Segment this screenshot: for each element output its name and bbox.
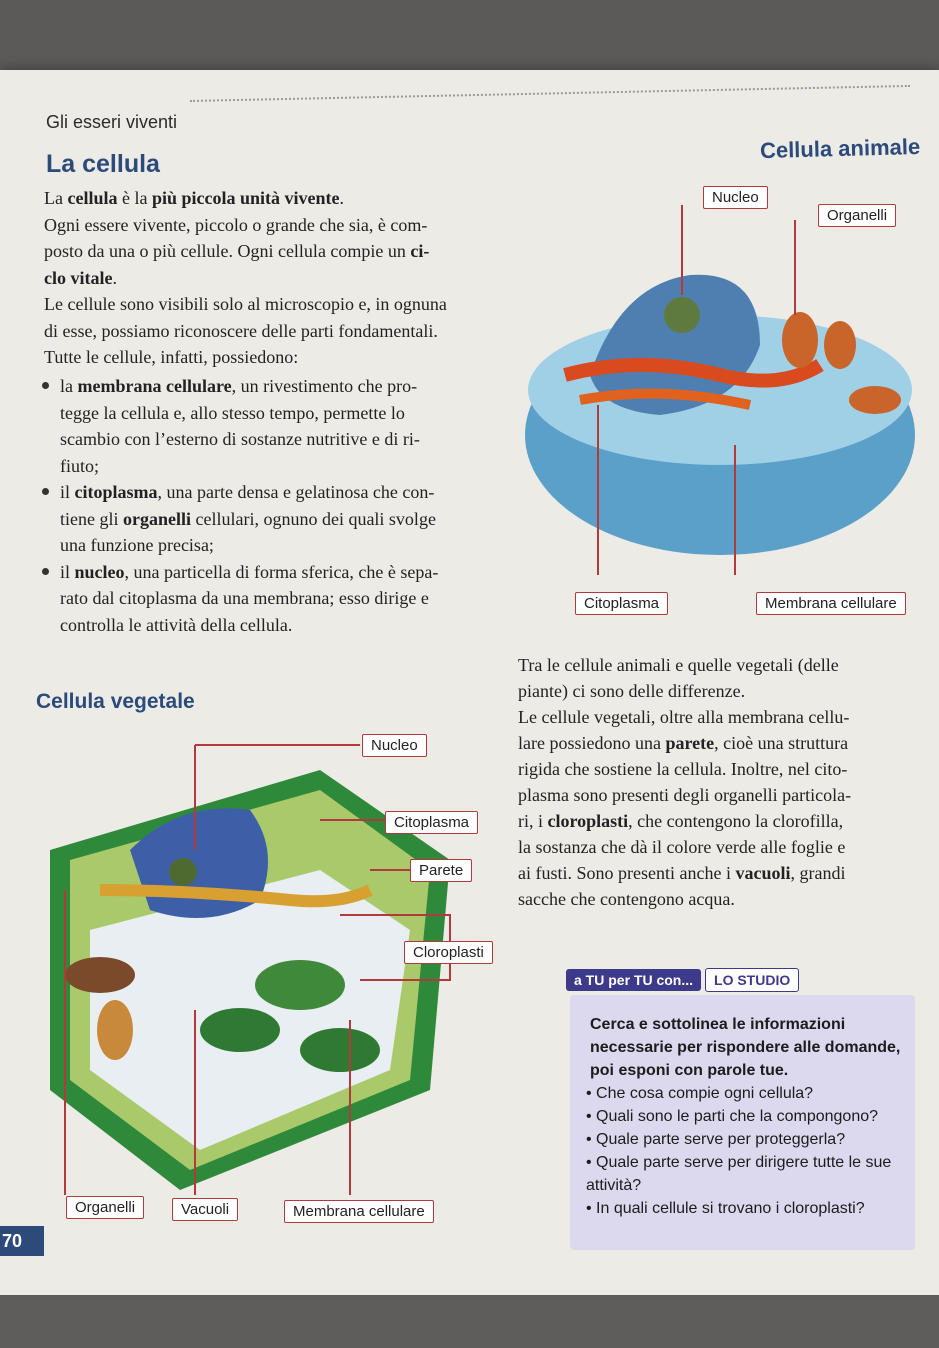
page-number: 70 <box>0 1226 44 1256</box>
bullet-citoplasma: il citoplasma, una parte densa e gelatinosa che con- tiene gli organelli cellulari, ognuno dei quali svolge una funzione precisa; <box>48 479 508 559</box>
differences-text <box>518 652 933 912</box>
study-question-5: • In quali cellule si trovano i cloroplasti? <box>586 1200 865 1217</box>
diff-line-3: Le cellule vegetali, oltre alla membrana cellu- <box>518 707 850 727</box>
intro-line-1: La cellula è la più piccola unità vivente. <box>44 188 344 208</box>
plant-cell-title: Cellula vegetale <box>36 690 195 713</box>
animal-mitochondrion-2 <box>824 321 856 369</box>
study-lead: Cerca e sottolinea le informazioni necessarie per rispondere alle domande, poi esponi con parole tue. <box>590 1016 901 1079</box>
intro-line-4: clo vitale. <box>44 267 117 288</box>
animal-nucleolus <box>664 297 700 333</box>
plant-leaders <box>30 730 490 1250</box>
bullet-membrana: la membrana cellulare, un rivestimento che pro- tegge la cellula e, allo stesso tempo, permette lo scambio con l’esterno di sostanze nutritive e di ri- fiuto; <box>48 373 508 479</box>
diff-line-10: sacche che contengono acqua. <box>518 889 735 909</box>
study-question-3: • Quale parte serve per proteggerla? <box>586 1131 846 1148</box>
intro-line-2: Ogni essere vivente, piccolo o grande che sia, è com- <box>44 214 428 235</box>
plant-label-vacuoli: Vacuoli <box>172 1198 238 1221</box>
diff-line-1: Tra le cellule animali e quelle vegetali (delle <box>518 655 839 675</box>
plant-label-cloroplasti: Cloroplasti <box>404 941 493 964</box>
diff-line-9: ai fusti. Sono presenti anche i vacuoli, grandi <box>518 863 846 883</box>
bullet-nucleo: il nucleo, una particella di forma sferica, che è sepa- rato dal citoplasma da una membrana; esso dirige e controlla le attività della cellula. <box>48 559 508 639</box>
intro-line-3: posto da una o più cellule. Ogni cellula compie un ci- <box>44 241 430 261</box>
page-shadow <box>0 1295 939 1348</box>
plant-label-membrana: Membrana cellulare <box>284 1200 434 1223</box>
diff-line-8: la sostanza che dà il colore verde alle foglie e <box>518 837 846 857</box>
animal-cell-title: Cellula animale <box>759 133 921 164</box>
study-tag <box>566 972 799 988</box>
intro-text <box>44 185 504 371</box>
bullet-list <box>48 373 508 638</box>
diff-line-6: plasma sono presenti degli organelli particola- <box>518 785 852 805</box>
study-tag-studio: LO STUDIO <box>705 968 799 992</box>
study-tag-label: a TU per TU con... <box>566 969 701 991</box>
chapter-header: Gli esseri viventi <box>46 112 178 132</box>
diff-line-7: ri, i cloroplasti, che contengono la clorofilla, <box>518 811 844 831</box>
animal-label-nucleo: Nucleo <box>703 186 768 209</box>
page-title: La cellula <box>46 150 160 178</box>
plant-label-organelli: Organelli <box>66 1196 144 1219</box>
plant-label-citoplasma: Citoplasma <box>385 811 478 834</box>
intro-line-6: di esse, possiamo riconoscere delle parti fondamentali. <box>44 320 438 341</box>
plant-label-nucleo: Nucleo <box>362 734 427 757</box>
animal-mitochondrion-3 <box>849 386 901 414</box>
animal-label-organelli: Organelli <box>818 204 896 227</box>
study-question-4: • Quale parte serve per dirigere tutte le sue attività? <box>586 1154 892 1194</box>
study-instructions <box>586 1013 910 1220</box>
study-question-2: • Quali sono le parti che la compongono? <box>586 1108 879 1125</box>
diff-line-4: lare possiedono una parete, cioè una struttura <box>518 733 849 753</box>
animal-label-citoplasma: Citoplasma <box>575 592 668 615</box>
diff-line-5: rigida che sostiene la cellula. Inoltre, nel cito- <box>518 759 848 779</box>
intro-line-5: Le cellule sono visibili solo al microscopio e, in ognuna <box>44 294 447 314</box>
study-question-1: • Che cosa compie ogni cellula? <box>586 1085 814 1102</box>
animal-label-membrana: Membrana cellulare <box>756 592 906 615</box>
animal-cell-illustration <box>520 175 939 595</box>
diff-line-2: piante) ci sono delle differenze. <box>518 681 746 701</box>
animal-mitochondrion-1 <box>782 312 818 368</box>
intro-line-7: Tutte le cellule, infatti, possiedono: <box>44 347 299 367</box>
plant-label-parete: Parete <box>410 859 472 882</box>
